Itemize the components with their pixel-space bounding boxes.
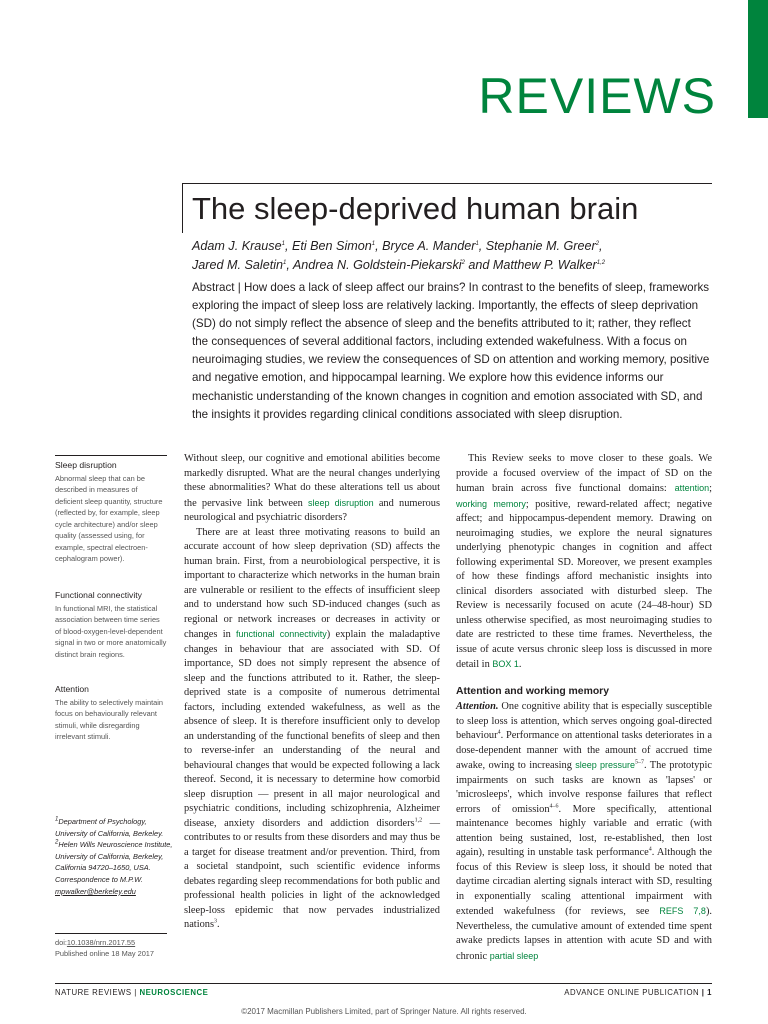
section-heading: Attention and working memory	[456, 685, 609, 697]
author-affiliation: 1	[283, 259, 287, 266]
glossary-entry	[55, 460, 167, 565]
citation[interactable]: 4–6	[549, 803, 559, 810]
affiliation-mark: 1	[55, 816, 59, 823]
footer-rule	[55, 983, 712, 984]
author: Adam J. Krause	[192, 239, 282, 253]
glossary-definition: The ability to selectively maintain focus on behaviourally relevant stimuli, while disregarding irrelevant stimuli.	[55, 697, 164, 741]
subsection-lead: Attention.	[456, 701, 499, 712]
glossary-link[interactable]: attention	[674, 483, 710, 493]
affiliation-2: $^2$Helen Wills Neuroscience Institute, University of California, Berkeley, California 94720–1650, USA.	[55, 839, 173, 873]
author: Eti Ben Simon	[291, 239, 372, 253]
author: Andrea N. Goldstein-Piekarski	[292, 258, 462, 272]
body-column-2	[456, 452, 712, 964]
citation[interactable]: 3	[214, 918, 218, 925]
citation[interactable]: 4	[497, 729, 501, 736]
glossary-definition: Abnormal sleep that can be described in measures of deficient sleep quantity, structure (reflected by, for example, sleep cycle architecture) and/or sleep quality (assessed using, for example, spectral electroen-cephalogram power).	[55, 473, 163, 563]
citation[interactable]: 1,2	[414, 817, 423, 824]
author: Matthew P. Walker	[492, 258, 597, 272]
affiliation-mark: 2	[55, 839, 59, 846]
affiliation-1: $^1$Department of Psychology, University of California, Berkeley.	[55, 816, 164, 838]
title-rule	[182, 183, 712, 184]
footer-issue: ADVANCE ONLINE PUBLICATION | 1	[564, 988, 712, 997]
published-date: Published online 18 May 2017	[55, 949, 155, 958]
author-affiliation: 1,2	[596, 259, 606, 266]
body-column-1	[184, 452, 440, 933]
author-affiliation: 2	[461, 259, 465, 266]
email-link[interactable]: mpwalker@berkeley.edu	[55, 886, 136, 896]
doi-block: doi:10.1038/nrn.2017.55 Published online 18 May 2017	[55, 937, 175, 959]
author-affiliation: 1	[281, 240, 285, 247]
author-affiliation: 2	[595, 240, 600, 247]
doi-rule	[55, 933, 167, 934]
glossary-link[interactable]: sleep disruption	[308, 497, 374, 508]
glossary-link[interactable]: partial sleep	[489, 950, 539, 961]
copyright: ©2017 Macmillan Publishers Limited, part of Springer Nature. All rights reserved.	[241, 1007, 527, 1016]
doi-link[interactable]: 10.1038/nrn.2017.55	[66, 938, 136, 947]
author-affiliation: 1	[371, 240, 376, 247]
paragraph: Without sleep, our cognitive and emotional abilities become markedly disrupted. What are the neural changes underlying these abnormalities? What do these alterations tell us about the pervasive link between sleep disruption and numerous neurological and psychiatric disorders?	[184, 453, 440, 523]
glossary-definition: In functional MRI, the statistical association between time series of blood-oxygen-level-dependent signal in two or more anatomically distinct brain regions.	[55, 603, 167, 659]
glossary-link[interactable]: sleep pressure	[575, 760, 636, 770]
section-color-bar	[748, 0, 768, 118]
glossary-term: Functional connectivity	[55, 590, 142, 600]
author: Stephanie M. Greer	[485, 239, 596, 253]
citation[interactable]: 5–7	[635, 759, 645, 766]
glossary-term: Sleep disruption	[55, 460, 117, 470]
correspondence: Correspondence to M.P.W.	[55, 874, 143, 884]
paragraph: Attention. One cognitive ability that is especially susceptible to sleep loss is attention, which serves ongoing goal-directed behaviour$^4$. Performance on attentional tasks deteriorates in a dose-dependent manner with the amount of accrued time awake, owing to increasing sleep pressure$^{5-7}$. The prototypic impairments on such tasks are known as 'lapses' or 'microsleeps', which involve response failures that reflect errors of omission$^{4-6}$. More specifically, attentional maintenance becomes highly variable and erratic (with attention being sustained, lost, re-established, then lost again), resulting in unstable task performance$^4$. Although the focus of this Review is sleep loss, it should be noted that daytime circadian alerting signals interact with SD, resulting in exponentially scaling attentional impairment with extended wakefulness (for reviews, see REFS 7,8). Nevertheless, the cumulative amount of extended time spent awake predicts lapses in attention with acute SD and with chronic partial sleep	[456, 701, 713, 962]
reference-link[interactable]: REFS 7,8	[659, 906, 706, 916]
box-link[interactable]: BOX 1	[492, 659, 519, 669]
author: Bryce A. Mander	[382, 239, 476, 253]
glossary-link[interactable]: working memory	[456, 498, 526, 509]
glossary-entry	[55, 684, 167, 743]
paragraph: This Review seeks to move closer to these goals. We provide a focused overview of the impact of SD on the human brain across five functional domains: attention; working memory; positive, reward-related affect; negative affect; and hippocampus-dependent memory. Drawing on neuroimaging studies, we explore the neural signatures underlying phenotypic changes in cognition and affect following experimental SD. Moreover, we present examples of how these findings afford mechanistic insights into clinical disorders associated with disturbed sleep. The Review is necessarily focused on acute (24–48-hour) SD unless otherwise specified, as most neuroimaging studies to date are restricted to these time frames. Nevertheless, the issue of acute versus chronic sleep loss is discussed in more detail in BOX 1.	[456, 453, 713, 670]
abstract: Abstract | How does a lack of sleep affect our brains? In contrast to the benefits of sleep, frameworks exploring the impact of sleep loss are relatively lacking. Importantly, the effects of sleep deprivation (SD) do not simply reflect the absence of sleep and the benefits attributed to it; rather, they reflect the consequences of several additional factors, including extended wakefulness. With a focus on neuroimaging studies, we review the consequences of SD on attention and working memory, positive and negative emotion, and hippocampal learning. We explore how this evidence informs our mechanistic understanding of the known changes in cognition and emotion associated with SD, and the insights it provides regarding clinical conditions associated with sleep disruption.	[192, 281, 710, 421]
affiliations	[55, 816, 175, 897]
glossary-link[interactable]: functional connectivity	[236, 629, 327, 639]
citation[interactable]: 4	[648, 846, 652, 853]
author-affiliation: 1	[475, 240, 479, 247]
glossary-entry	[55, 590, 167, 660]
author: Jared M. Saletin	[192, 258, 283, 272]
footer-journal: NATURE REVIEWS | NEUROSCIENCE	[55, 988, 209, 997]
paragraph: There are at least three motivating reasons to build an accurate account of how sleep deprivation (SD) affects the human brain. First, from a neurobiological perspective, it is important to characterize which networks in the human brain are vulnerable or resilient to the effects of insufficient sleep and to understand how such SD-induced changes (such as regional or network increases or decreases in activity or changes in functional connectivity) explain the maladaptive changes in behaviour that are associated with SD. Of importance, SD does not simply represent the absence of sleep and the functions attributed to it. Rather, the sleep-deprived state is a composite of numerous detrimental factors, including extended wakefulness, as well as the absence of sleep. It is therefore insufficient only to develop an understanding of the functional benefits of sleep and then to reverse-infer an understanding of the neural and behavioural changes that would be expected following a lack thereof. Second, it is necessary to determine how comorbid sleep disruption — present in all major neurological and psychiatric conditions, including schizophrenia, Alzheimer disease, anxiety disorders and addiction disorders$^{1,2}$ — contributes to or results from these disorders and may thus be a target for disease treatment and/or prevention. Third, from a societal standpoint, such scientific evidence informs debates regarding sleep recommendations for both public and professional health policies in light of the acknowledged sleep-loss epidemic that now pervades industrialized nations$^3$.	[184, 526, 440, 930]
page-number: 1	[707, 988, 712, 997]
glossary-term: Attention	[55, 684, 89, 694]
section-label: REVIEWS	[478, 68, 716, 124]
article-title: The sleep-deprived human brain	[192, 191, 639, 226]
author-list: Adam J. Krause$^1$, Eti Ben Simon$^1$, Bryce A. Mander$^1$, Stephanie M. Greer$^2$, Jared M. Saletin$^1$, Andrea N. Goldstein-Piekarski$^2$ and Matthew P. Walker$^{1,2}$	[192, 239, 606, 272]
title-tick	[182, 183, 183, 233]
glossary-rule	[55, 455, 167, 456]
